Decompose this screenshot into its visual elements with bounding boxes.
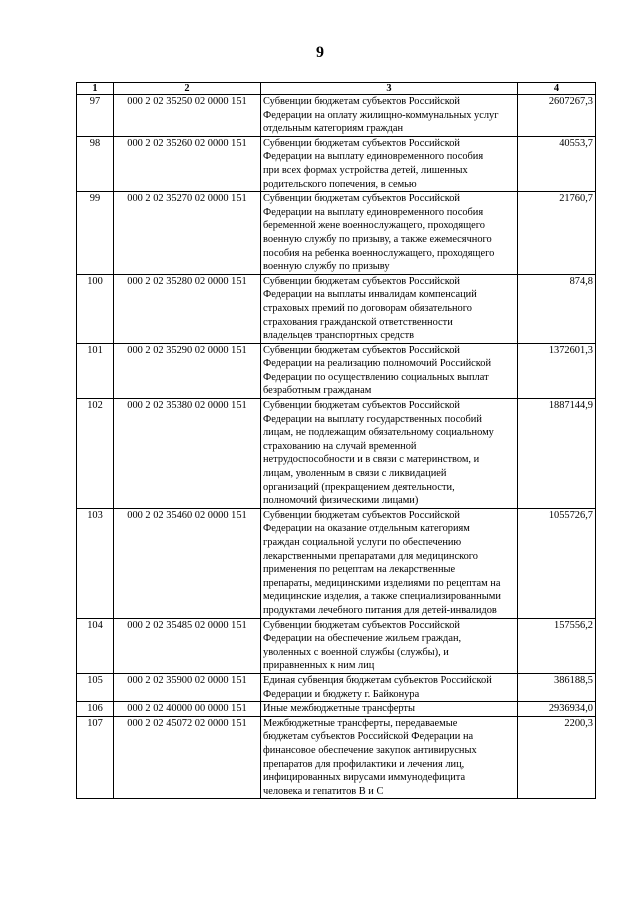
description-line: препаратов для профилактики и лечения лиц, bbox=[263, 758, 465, 770]
description-line: препараты, медицинскими изделиями по рецептам на bbox=[263, 577, 501, 589]
description-line: военную службу по призыву, а также ежемесячного bbox=[263, 233, 492, 245]
description-line: Субвенции бюджетам субъектов Российской bbox=[263, 137, 460, 149]
description-line: Межбюджетные трансферты, передаваемые bbox=[263, 717, 458, 729]
budget-code: 000 2 02 35250 02 0000 151 bbox=[114, 95, 261, 137]
budget-code: 000 2 02 45072 02 0000 151 bbox=[114, 716, 261, 799]
description-line: беременной жене военнослужащего, проходящего bbox=[263, 220, 485, 232]
description-cell bbox=[261, 192, 518, 275]
table-row bbox=[77, 508, 596, 618]
amount-value: 386188,5 bbox=[518, 673, 596, 701]
description-line: безработным гражданам bbox=[263, 385, 372, 397]
budget-code: 000 2 02 40000 00 0000 151 bbox=[114, 702, 261, 717]
description-line: полномочий физическими лицами) bbox=[263, 495, 419, 507]
description-line: Федерации на оказание отдельным категориям bbox=[263, 523, 470, 535]
column-header-amount: 4 bbox=[518, 83, 596, 95]
row-number: 106 bbox=[77, 702, 114, 717]
description-line: финансовое обеспечение закупок антивирусных bbox=[263, 744, 477, 756]
description-line: Федерации на выплату единовременного пособия bbox=[263, 206, 484, 218]
description-line: лекарственными препаратами для медицинского bbox=[263, 550, 478, 562]
description-cell bbox=[261, 95, 518, 137]
amount-value: 1055726,7 bbox=[518, 508, 596, 618]
budget-code: 000 2 02 35270 02 0000 151 bbox=[114, 192, 261, 275]
budget-code: 000 2 02 35380 02 0000 151 bbox=[114, 399, 261, 509]
description-line: Федерации на выплату государственных пособий bbox=[263, 413, 482, 425]
description-line: Федерации на оплату жилищно-коммунальных услуг bbox=[263, 109, 499, 121]
budget-code: 000 2 02 35485 02 0000 151 bbox=[114, 618, 261, 673]
description-line: бюджетам субъектов Российской Федерации на bbox=[263, 731, 474, 743]
description-line: страхованию на случай временной bbox=[263, 440, 417, 452]
amount-value: 2936934,0 bbox=[518, 702, 596, 717]
description-line: нетрудоспособности и в связи с материнством, и bbox=[263, 454, 480, 466]
amount-value: 2607267,3 bbox=[518, 95, 596, 137]
table-row bbox=[77, 702, 596, 717]
description-cell bbox=[261, 716, 518, 799]
row-number: 104 bbox=[77, 618, 114, 673]
table-row bbox=[77, 192, 596, 275]
description-line: Субвенции бюджетам субъектов Российской bbox=[263, 344, 460, 356]
description-line: Субвенции бюджетам субъектов Российской bbox=[263, 619, 460, 631]
amount-value: 21760,7 bbox=[518, 192, 596, 275]
table-row bbox=[77, 399, 596, 509]
amount-value: 157556,2 bbox=[518, 618, 596, 673]
description-line: Субвенции бюджетам субъектов Российской bbox=[263, 193, 460, 205]
description-line: пособия на ребенка военнослужащего, проходящего bbox=[263, 247, 495, 259]
budget-code: 000 2 02 35900 02 0000 151 bbox=[114, 673, 261, 701]
row-number: 103 bbox=[77, 508, 114, 618]
page-number: 9 bbox=[316, 44, 324, 61]
row-number: 97 bbox=[77, 95, 114, 137]
description-line: Федерации на выплату единовременного пособия bbox=[263, 151, 484, 163]
description-line: Субвенции бюджетам субъектов Российской bbox=[263, 96, 460, 107]
description-cell bbox=[261, 508, 518, 618]
budget-code: 000 2 02 35280 02 0000 151 bbox=[114, 274, 261, 343]
row-number: 100 bbox=[77, 274, 114, 343]
row-number: 101 bbox=[77, 343, 114, 398]
description-line: лицам, не подлежащим обязательному социальному bbox=[263, 427, 494, 439]
budget-code: 000 2 02 35290 02 0000 151 bbox=[114, 343, 261, 398]
description-line: Федерации на обеспечение жильем граждан, bbox=[263, 633, 462, 645]
amount-value: 1372601,3 bbox=[518, 343, 596, 398]
row-number: 107 bbox=[77, 716, 114, 799]
table-row bbox=[77, 95, 596, 137]
description-line: Федерации и бюджету г. Байконура bbox=[263, 688, 420, 700]
description-line: Субвенции бюджетам субъектов Российской bbox=[263, 509, 460, 521]
budget-table bbox=[76, 82, 596, 799]
description-line: приравненных к ним лиц bbox=[263, 660, 375, 672]
description-line: Федерации на реализацию полномочий Российской bbox=[263, 358, 492, 370]
row-number: 102 bbox=[77, 399, 114, 509]
table-row bbox=[77, 673, 596, 701]
amount-value: 40553,7 bbox=[518, 136, 596, 191]
description-line: уволенных с военной службы (службы), и bbox=[263, 646, 449, 658]
description-line: при всех формах устройства детей, лишенных bbox=[263, 164, 468, 176]
amount-value: 1887144,9 bbox=[518, 399, 596, 509]
table-header-row bbox=[77, 83, 596, 95]
description-line: продуктами лечебного питания для детей-инвалидов bbox=[263, 604, 497, 616]
description-line: Субвенции бюджетам субъектов Российской bbox=[263, 400, 460, 412]
row-number: 99 bbox=[77, 192, 114, 275]
description-cell bbox=[261, 673, 518, 701]
budget-code: 000 2 02 35260 02 0000 151 bbox=[114, 136, 261, 191]
description-line: лицам, уволенным в связи с ликвидацией bbox=[263, 468, 447, 480]
row-number: 98 bbox=[77, 136, 114, 191]
description-line: применения по рецептам на лекарственные bbox=[263, 564, 456, 576]
table-row bbox=[77, 618, 596, 673]
description-cell bbox=[261, 343, 518, 398]
description-line: организаций (прекращением деятельности, bbox=[263, 481, 455, 493]
description-line: человека и гепатитов В и С bbox=[263, 785, 384, 797]
description-line: Субвенции бюджетам субъектов Российской bbox=[263, 275, 460, 287]
description-line: Единая субвенция бюджетам субъектов Российской bbox=[263, 674, 492, 686]
table-row bbox=[77, 136, 596, 191]
description-line: страхования гражданской ответственности bbox=[263, 316, 453, 328]
column-header-number: 1 bbox=[77, 83, 114, 95]
description-line: владельцев транспортных средств bbox=[263, 330, 415, 342]
column-header-code: 2 bbox=[114, 83, 261, 95]
description-line: страховых премий по договорам обязательного bbox=[263, 302, 472, 314]
description-cell bbox=[261, 399, 518, 509]
description-line: Федерации на выплаты инвалидам компенсаций bbox=[263, 289, 477, 301]
row-number: 105 bbox=[77, 673, 114, 701]
table-body bbox=[77, 95, 596, 799]
description-line: отдельным категориям граждан bbox=[263, 123, 403, 135]
description-line: граждан социальной услуги по обеспечению bbox=[263, 537, 462, 548]
description-cell bbox=[261, 274, 518, 343]
description-line: Федерации по осуществлению социальных выплат bbox=[263, 371, 489, 383]
table-row bbox=[77, 343, 596, 398]
description-line: Иные межбюджетные трансферты bbox=[263, 703, 415, 715]
table-row bbox=[77, 716, 596, 799]
description-line: инфицированных вирусами иммунодефицита bbox=[263, 772, 466, 784]
amount-value: 874,8 bbox=[518, 274, 596, 343]
description-cell bbox=[261, 702, 518, 717]
column-header-description: 3 bbox=[261, 83, 518, 95]
description-cell bbox=[261, 136, 518, 191]
description-line: родительского попечения, в семью bbox=[263, 178, 417, 190]
description-line: военную службу по призыву bbox=[263, 261, 390, 273]
amount-value: 2200,3 bbox=[518, 716, 596, 799]
description-cell bbox=[261, 618, 518, 673]
table-row bbox=[77, 274, 596, 343]
description-line: медицинские изделия, а также специализированными bbox=[263, 591, 501, 603]
budget-code: 000 2 02 35460 02 0000 151 bbox=[114, 508, 261, 618]
